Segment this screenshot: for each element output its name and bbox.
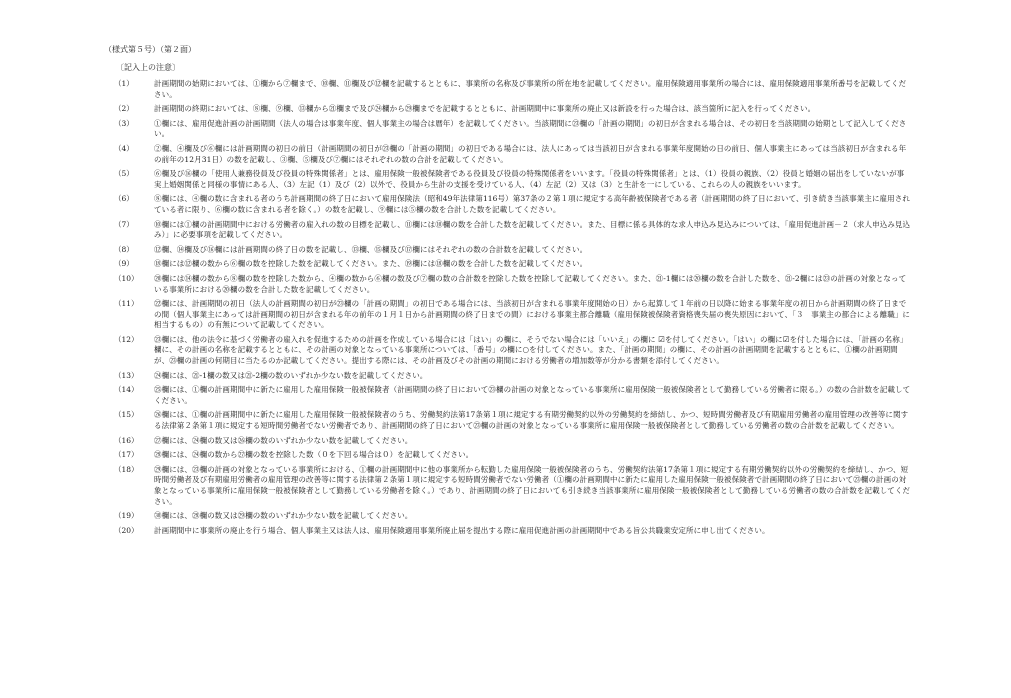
- note-item: [104, 104, 911, 115]
- note-number: （3）: [114, 118, 134, 128]
- note-number: （18）: [114, 464, 139, 474]
- note-text: 計画期間の始期においては、①欄から⑦欄まで、⑩欄、⑪欄及び⑫欄を記載するとともに、事業所の名称及び事業所の所在地を記載してください。雇用保険適用事業所の場合には、雇用保険適用事業所番号を記載してください。: [154, 79, 907, 99]
- note-text: ㉗欄には、㉔欄の数又は㉖欄の数のいずれか少ない数を記載してください。: [154, 435, 413, 445]
- note-item: [104, 526, 911, 537]
- note-item: [104, 299, 911, 331]
- note-text: ㉖欄には、①欄の計画期間中に新たに雇用した雇用保険一般被保険者のうち、労働契約法第17条第１項に規定する有期労働契約以外の労働契約を締結し、かつ、短時間労働者及び有期雇用労働者の雇用管理の改善等に関する法律第２条第１項に規定する短時間労働者でない労働者であり、計画期間の終了日において㉓欄の計画の対象となっている事業所に雇用保険一般被保険者として勤務している労働者の数の合計数を記載してください。: [154, 410, 909, 431]
- note-text: ㉒欄には、計画期間の初日（法人の計画期間の初日が㉓欄の「計画の期間」の初日である場合には、当該初日が含まれる事業年度開始の日）から起算して１年前の日以降に始まる事業年度の初日から計画期間の終了日までの間（個人事業主にあっては計画期間の初日が含まれる年の前年の１月１日から計画期間の終了日までの間）における事業主都合離職（雇用保険被保険者資格喪失届の喪失原因において、「３ 事業主の都合による離職」に相当するもの）の有無について記載してください。: [154, 299, 911, 330]
- note-number: （4）: [114, 143, 134, 153]
- notes-title: 〔記入上の注意〕: [116, 63, 180, 72]
- note-text: 計画期間の終期においては、⑧欄、⑨欄、⑬欄から㉑欄まで及び㉔欄から㉙欄までを記載するとともに、計画期間中に事業所の廃止又は新設を行った場合は、該当箇所に記入を行ってください。: [154, 104, 816, 114]
- note-number: （19）: [114, 511, 139, 521]
- note-text: ㉔欄には、㉑-1欄の数又は㉑-2欄の数のいずれか少ない数を記載してください。: [154, 370, 428, 380]
- note-text: ⑥欄及び⑯欄の「使用人兼務役員及び役員の特殊関係者」とは、雇用保険一般被保険者である役員及び役員の特殊関係者をいいます。「役員の特殊関係者」とは、（1）役員の親族、（2）役員と婚姻の届出をしていないが事実上婚姻関係と同様の事情にある人、（3）左記（1）及び（2）以外で、役員から生計の支援を受けている人、（4）左記（2）又は（3）と生計を一にしている、これらの人の親族をいいます。: [154, 169, 905, 189]
- note-item: [104, 274, 911, 295]
- note-text: ㉙欄には、㉓欄の計画の対象となっている事業所における、①欄の計画期間中に他の事業所から転勤した雇用保険一般被保険者のうち、労働契約法第17条第１項に規定する有期労働契約以外の労働契約を締結し、かつ、短時間労働者及び有期雇用労働者の雇用管理の改善等に関する法律第２条第１項に規定する短時間労働者でない労働者（①欄の計画期間中に新たに雇用した雇用保険一般被保険者で計画期間の終了日において㉓欄の計画の対象となっている事業所に雇用保険一般被保険者として勤務している労働者を除く。）であり、計画期間の終了日においても引き続き当該事業所に雇用保険一般被保険者として勤務している労働者の数の合計数を記載してください。: [154, 464, 911, 506]
- note-text: ⑫欄、⑭欄及び⑯欄には計画期間の終了日の数を記載し、⑬欄、⑮欄及び⑰欄にはそれぞれの数の合計数を記載してください。: [154, 244, 588, 254]
- note-number: （17）: [114, 450, 139, 460]
- note-item: [104, 385, 911, 406]
- note-text: ②欄、④欄及び⑥欄には計画期間の初日の前日（計画期間の初日が㉓欄の「計画の期間」の初日である場合には、法人にあっては当該初日が含まれる事業年度開始の日の前日、個人事業主にあっては当該初日が含まれる年の前年の12月31日）の数を記載し、③欄、⑤欄及び⑦欄にはそれぞれの数の合計を記載してください。: [154, 143, 907, 164]
- note-text: ⑳欄には⑭欄の数から⑧欄の数を控除した数から、④欄の数から⑥欄の数及び⑦欄の数の合計数を控除した数を控除して記載してください。また、㉑-1欄には⑳欄の数を合計した数を、㉑-2欄には㉓の計画の対象となっている事業所における⑳欄の数を合計した数を記載してください。: [154, 273, 907, 294]
- note-number: （8）: [114, 244, 134, 254]
- note-number: （2）: [114, 104, 134, 114]
- note-text: 計画期間中に事業所の廃止を行う場合、個人事業主又は法人は、雇用保険適用事業所廃止届を提出する際に雇用促進計画の計画期間中である旨公共職業安定所に申し出てください。: [154, 525, 770, 535]
- note-text: ㉘欄には、㉔欄の数から㉗欄の数を控除した数（０を下回る場合は０）を記載してください。: [154, 450, 474, 460]
- note-number: （10）: [114, 273, 139, 283]
- note-item: [104, 436, 911, 447]
- note-text: ⑱欄には⑫欄の数から⑥欄の数を控除した数を記載してください。また、⑲欄には⑱欄の数を合計した数を記載してください。: [154, 259, 588, 269]
- note-item: [104, 335, 911, 367]
- note-number: （5）: [114, 169, 134, 179]
- note-item: [104, 410, 911, 431]
- note-text: ㉚欄には、㉘欄の数又は㉙欄の数のいずれか少ない数を記載してください。: [154, 511, 413, 521]
- note-item: [104, 119, 911, 140]
- note-item: [104, 144, 911, 165]
- notes-list: [104, 79, 911, 536]
- note-text: ㉕欄には、①欄の計画期間中に新たに雇用した雇用保険一般被保険者（計画期間の終了日において㉓欄の計画の対象となっている事業所に雇用保険一般被保険者として勤務している労働者に限る。）の数の合計数を記載してください。: [154, 385, 911, 405]
- note-number: （14）: [114, 385, 139, 395]
- note-number: （15）: [114, 410, 139, 420]
- note-text: ⑩欄には①欄の計画期間中における労働者の雇入れの数の目標を記載し、⑪欄には⑩欄の数を合計した数を記載してください。また、目標に係る具体的な求人申込み見込みについては、「雇用促進計画－２（求人申込み見込み）」に必要事項を記載してください。: [154, 219, 911, 240]
- note-number: （7）: [114, 219, 134, 229]
- note-number: （1）: [114, 79, 134, 88]
- note-item: [104, 79, 911, 100]
- note-number: （20）: [114, 525, 139, 535]
- note-text: ㉓欄には、他の法令に基づく労働者の雇入れを促進するための計画を作成している場合には「はい」の欄に、そうでない場合には「いいえ」の欄に ☑を付してください。「はい」の欄に☑を付した場合には、「計画の名称」欄に、その計画の名称を記載するとともに、その計画の対象となっている事業所については、「番号」の欄に○を付してください。また、「計画の期間」の欄に、その計画の計画期間を記載するとともに、①欄の計画期間が、㉓欄の計画の何期目に当たるのか記載してください。提出する際には、その計画及びその計画の期間における労働者の増加数等が分かる書類を添付してください。: [154, 334, 908, 366]
- note-number: （9）: [114, 259, 134, 269]
- note-text: ①欄には、雇用促進計画の計画期間（法人の場合は事業年度、個人事業主の場合は暦年）を記載してください。当該期間に㉓欄の「計画の期間」の初日が含まれる場合は、その初日を当該期間の始期として記入してください。: [154, 118, 907, 139]
- note-item: [104, 169, 911, 190]
- note-number: （11）: [114, 299, 139, 309]
- note-item: [104, 450, 911, 461]
- note-item: [104, 220, 911, 241]
- note-item: [104, 194, 911, 215]
- note-item: [104, 259, 911, 270]
- note-item: [104, 371, 911, 382]
- note-number: （12）: [114, 334, 139, 344]
- note-text: ⑧欄には、④欄の数に含まれる者のうち計画期間の終了日において雇用保険法（昭和49年法律第116号）第37条の２第１項に規定する高年齢被保険者である者（計画期間の終了日において、引き続き当該事業主に雇用されている者に限り、⑥欄の数に含まれる者を除く。）の数を記載し、⑨欄には⑤欄の数を合計した数を記載してください。: [154, 194, 910, 214]
- note-item: [104, 245, 911, 256]
- form-label: （様式第５号）（第２面）: [104, 45, 196, 54]
- note-number: （13）: [114, 370, 139, 380]
- note-item: [104, 465, 911, 507]
- note-number: （16）: [114, 435, 139, 445]
- note-item: [104, 511, 911, 522]
- note-number: （6）: [114, 194, 134, 204]
